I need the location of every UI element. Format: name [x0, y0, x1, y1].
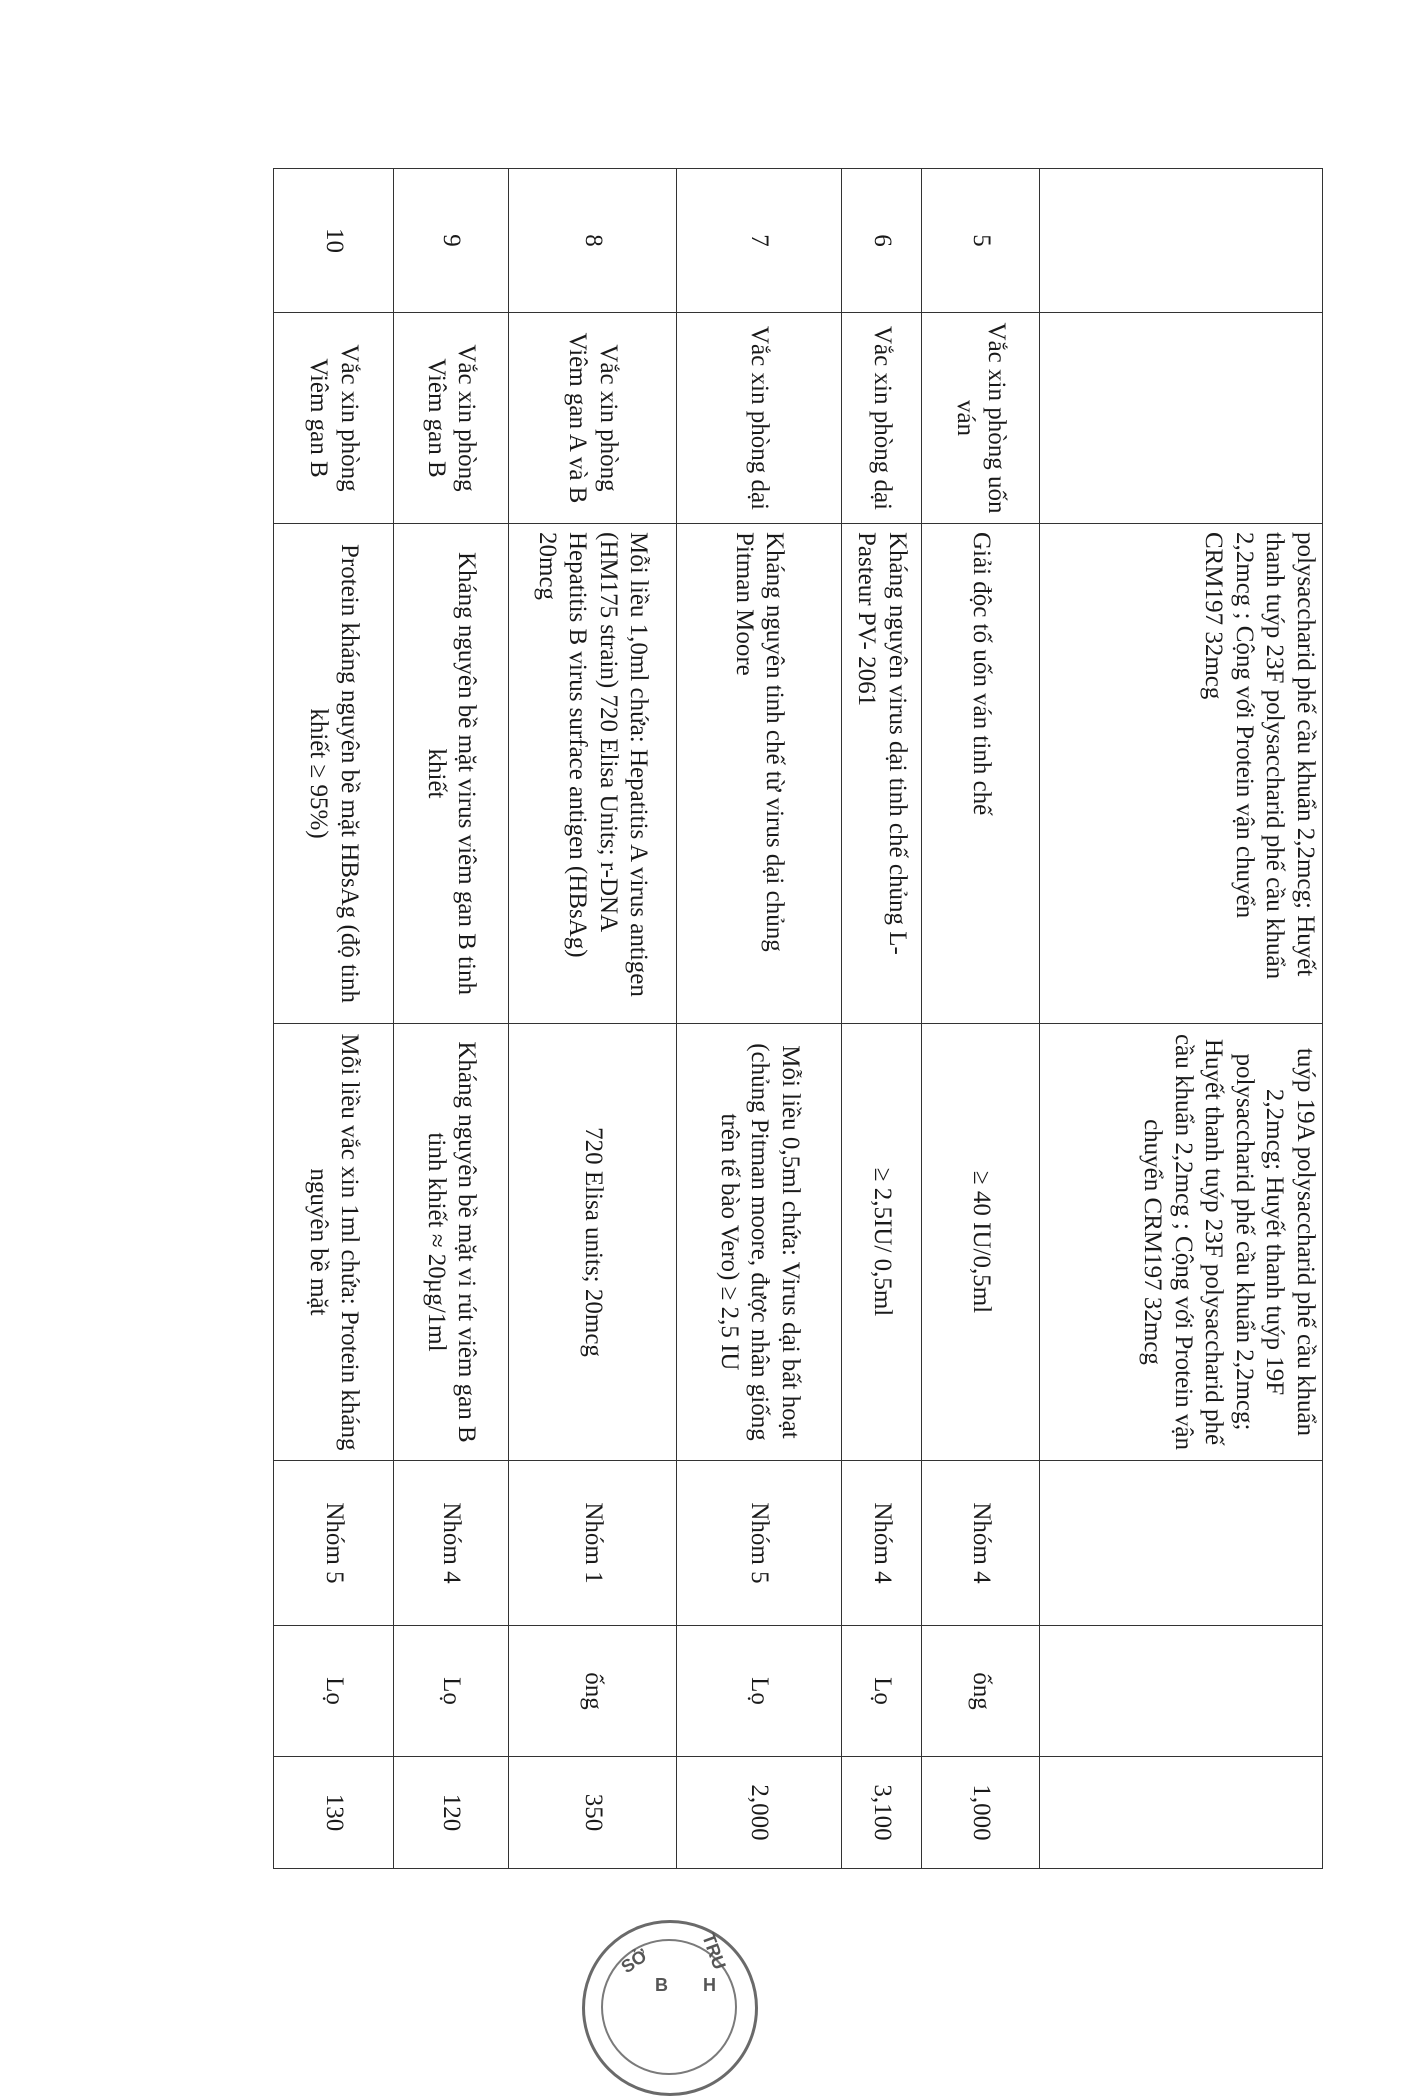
cell-group: [1040, 1461, 1323, 1626]
cell-qty: 3,100: [842, 1757, 922, 1869]
cell-composition: Giải độc tố uốn ván tinh chế: [922, 524, 1040, 1024]
cell-name: Vắc xin phòng dại: [677, 313, 842, 524]
cell-composition: Kháng nguyên bề mặt virus viêm gan B tinh khiết: [394, 524, 509, 1024]
official-stamp: [582, 1920, 758, 2096]
cell-no: 8: [509, 169, 677, 313]
table-row: [509, 169, 677, 1869]
cell-no: 9: [394, 169, 509, 313]
cell-spec: 720 Elisa units; 20mcg: [509, 1024, 677, 1461]
cell-composition: polysaccharid phế cầu khuẩn 2,2mcg; Huyết thanh tuýp 23F polysaccharid phế cầu khuẩn 2,2mcg ; Cộng với Protein vận chuyển CRM197 32mcg: [1040, 524, 1323, 1024]
vaccine-table: [273, 168, 1323, 1869]
stamp-text: SỞ: [617, 1945, 652, 1978]
cell-composition: Protein kháng nguyên bề mặt HBsAg (độ tinh khiết ≥ 95%): [274, 524, 394, 1024]
cell-composition: Kháng nguyên virus dại tinh chế chủng L-Pasteur PV- 2061: [842, 524, 922, 1024]
cell-name: Vắc xin phòng Viêm gan B: [274, 313, 394, 524]
cell-no: 7: [677, 169, 842, 313]
cell-unit: ống: [509, 1626, 677, 1757]
cell-group: Nhóm 5: [677, 1461, 842, 1626]
cell-no: 6: [842, 169, 922, 313]
cell-group: Nhóm 5: [274, 1461, 394, 1626]
cell-spec: Mỗi liều vắc xin 1ml chứa: Protein kháng nguyên bề mặt: [274, 1024, 394, 1461]
stamp-text: B: [655, 1975, 668, 1995]
rotated-sheet: [142, 168, 1323, 1868]
cell-name: Vắc xin phòng uốn ván: [922, 313, 1040, 524]
stamp-text: TRU: [698, 1930, 730, 1973]
cell-group: Nhóm 4: [922, 1461, 1040, 1626]
cell-composition: Kháng nguyên tinh chế từ virus dại chủng Pitman Moore: [677, 524, 842, 1024]
stamp-text: H: [703, 1975, 716, 1995]
cell-no: 10: [274, 169, 394, 313]
table-row: [922, 169, 1040, 1869]
cell-unit: Lọ: [394, 1626, 509, 1757]
cell-spec: Kháng nguyên bề mặt vi rút viêm gan B tinh khiết ≈ 20µg/1ml: [394, 1024, 509, 1461]
cell-no: [1040, 169, 1323, 313]
cell-spec: tuýp 19A polysaccharid phế cầu khuẩn 2,2mcg; Huyết thanh tuýp 19F polysaccharid phế cầu khuẩn 2,2mcg; Huyết thanh tuýp 23F polysaccharid phế cầu khuẩn 2,2mcg ; Cộng với Protein vận chuyển CRM197 32mcg: [1040, 1024, 1323, 1461]
cell-name: Vắc xin phòng Viêm gan B: [394, 313, 509, 524]
cell-spec: ≥ 40 IU/0,5ml: [922, 1024, 1040, 1461]
cell-unit: Lọ: [677, 1626, 842, 1757]
cell-spec: Mỗi liều 0,5ml chứa: Virus dại bất hoạt (chủng Pitman moore, được nhân giống trên tế bào Vero) ≥ 2,5 IU: [677, 1024, 842, 1461]
cell-name: Vắc xin phòng dại: [842, 313, 922, 524]
cell-qty: 2,000: [677, 1757, 842, 1869]
cell-unit: Lọ: [274, 1626, 394, 1757]
table-row: [394, 169, 509, 1869]
table-row: [677, 169, 842, 1869]
cell-qty: [1040, 1757, 1323, 1869]
cell-qty: 1,000: [922, 1757, 1040, 1869]
cell-qty: 130: [274, 1757, 394, 1869]
table-row: [274, 169, 394, 1869]
table-row: [1040, 169, 1323, 1869]
cell-unit: Lọ: [842, 1626, 922, 1757]
cell-group: Nhóm 1: [509, 1461, 677, 1626]
cell-name: Vắc xin phòng Viêm gan A và B: [509, 313, 677, 524]
cell-group: Nhóm 4: [842, 1461, 922, 1626]
cell-unit: [1040, 1626, 1323, 1757]
cell-group: Nhóm 4: [394, 1461, 509, 1626]
cell-composition: Mỗi liều 1,0ml chứa: Hepatitis A virus antigen (HM175 strain) 720 Elisa Units; r-DNA Hepatitis B virus surface antigen (HBsAg) 20mcg: [509, 524, 677, 1024]
table-row: [842, 169, 922, 1869]
cell-unit: ống: [922, 1626, 1040, 1757]
cell-spec: ≥ 2,5IU/ 0,5ml: [842, 1024, 922, 1461]
cell-qty: 120: [394, 1757, 509, 1869]
cell-name: [1040, 313, 1323, 524]
cell-qty: 350: [509, 1757, 677, 1869]
cell-no: 5: [922, 169, 1040, 313]
